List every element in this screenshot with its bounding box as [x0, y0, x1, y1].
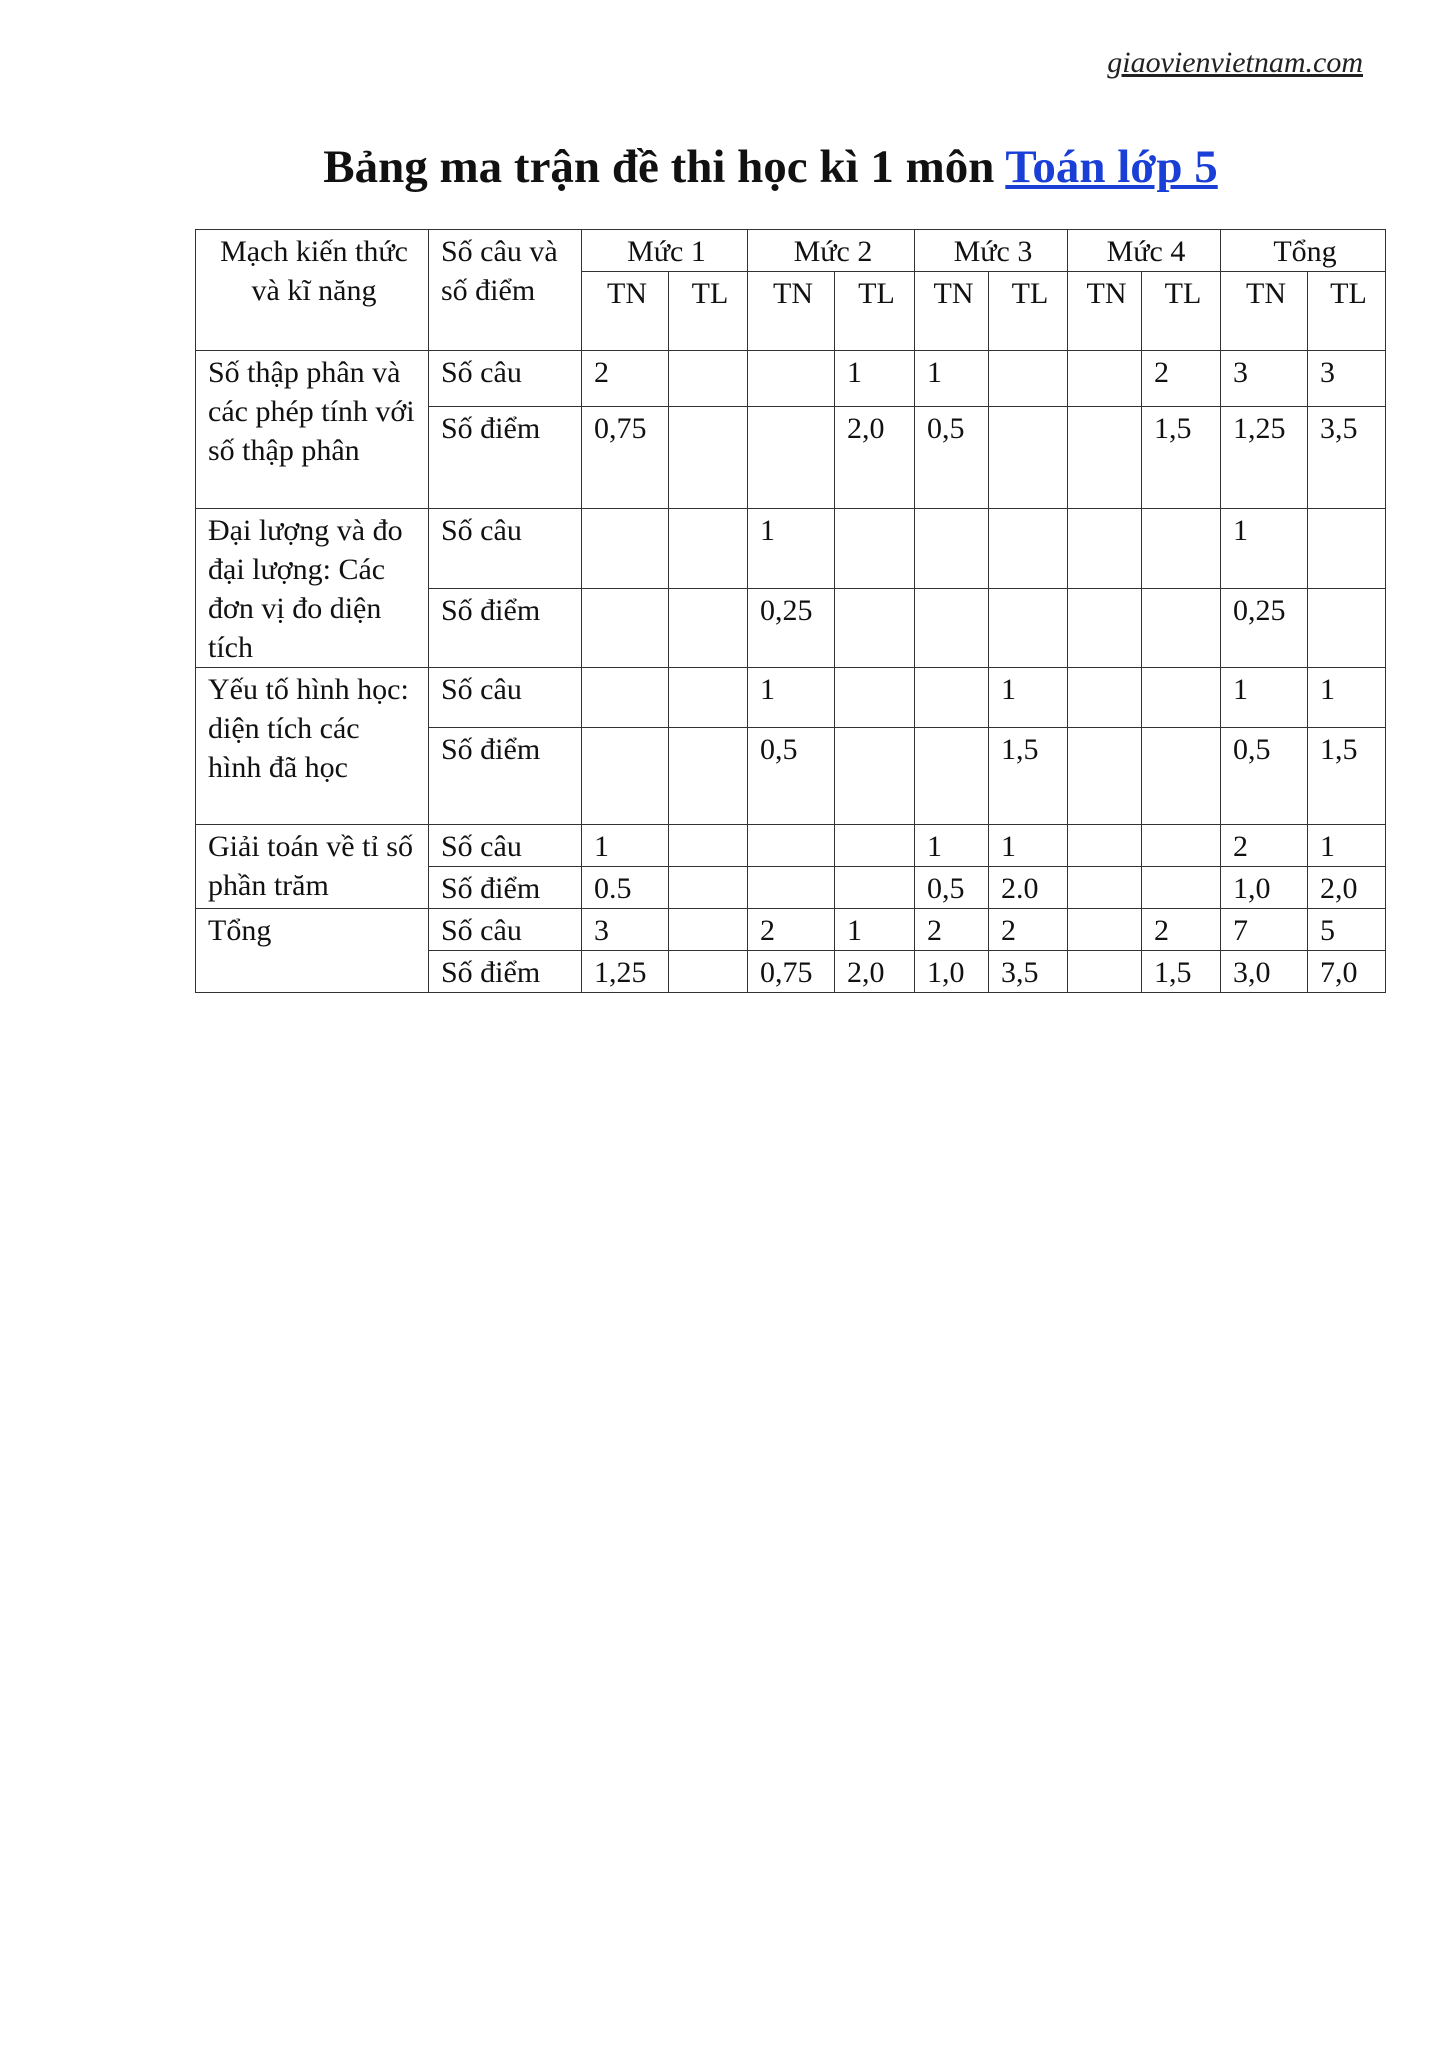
value-cell — [1142, 668, 1221, 728]
value-cell: 1 — [582, 825, 669, 867]
topic-cell: Số thập phân và các phép tính với số thập phân — [196, 351, 429, 509]
value-cell — [989, 351, 1068, 407]
value-cell — [582, 588, 669, 668]
header-level-3: Mức 3 — [915, 230, 1068, 272]
value-cell — [835, 728, 915, 825]
value-cell: 1,5 — [989, 728, 1068, 825]
topic-cell: Giải toán về tỉ số phần trăm — [196, 825, 429, 909]
value-cell: 1 — [1221, 509, 1308, 589]
table-row — [196, 909, 1386, 951]
value-cell — [669, 351, 748, 407]
header-level-1: Mức 1 — [582, 230, 748, 272]
table-row — [196, 351, 1386, 407]
value-cell: 7 — [1221, 909, 1308, 951]
value-cell — [835, 867, 915, 909]
value-cell: 1 — [835, 909, 915, 951]
subheader-cell: TN — [915, 272, 989, 351]
value-cell: 1 — [1308, 825, 1386, 867]
value-cell — [748, 867, 835, 909]
value-cell: 1 — [989, 668, 1068, 728]
value-cell: 0.5 — [582, 867, 669, 909]
value-cell — [1068, 728, 1142, 825]
value-cell — [582, 728, 669, 825]
subheader-cell: TL — [1142, 272, 1221, 351]
measure-label: Số điểm — [429, 951, 582, 993]
value-cell: 2 — [915, 909, 989, 951]
value-cell — [1068, 825, 1142, 867]
value-cell — [989, 407, 1068, 509]
value-cell — [669, 728, 748, 825]
value-cell — [989, 509, 1068, 589]
value-cell: 1 — [835, 351, 915, 407]
value-cell: 2.0 — [989, 867, 1068, 909]
subheader-cell: TL — [1308, 272, 1386, 351]
value-cell: 0,5 — [915, 407, 989, 509]
subheader-cell: TL — [669, 272, 748, 351]
header-knowledge: Mạch kiến thức và kĩ năng — [196, 230, 429, 351]
table-row — [196, 509, 1386, 589]
value-cell: 2,0 — [835, 951, 915, 993]
value-cell: 3,5 — [1308, 407, 1386, 509]
value-cell: 1,5 — [1308, 728, 1386, 825]
subheader-cell: TN — [582, 272, 669, 351]
value-cell: 1 — [1308, 668, 1386, 728]
value-cell: 2 — [1142, 351, 1221, 407]
value-cell: 2 — [1221, 825, 1308, 867]
measure-label: Số điểm — [429, 867, 582, 909]
value-cell — [748, 351, 835, 407]
value-cell — [582, 509, 669, 589]
title-link[interactable]: Toán lớp 5 — [1005, 141, 1218, 193]
value-cell — [1142, 867, 1221, 909]
value-cell — [835, 825, 915, 867]
value-cell: 1 — [915, 351, 989, 407]
value-cell: 1 — [748, 668, 835, 728]
value-cell: 2 — [748, 909, 835, 951]
value-cell: 1 — [748, 509, 835, 589]
value-cell — [1142, 728, 1221, 825]
value-cell — [1068, 867, 1142, 909]
value-cell — [1308, 588, 1386, 668]
header-level-2: Mức 2 — [748, 230, 915, 272]
value-cell — [669, 867, 748, 909]
value-cell: 1,25 — [582, 951, 669, 993]
value-cell — [1142, 509, 1221, 589]
value-cell: 0,5 — [748, 728, 835, 825]
value-cell: 0,25 — [748, 588, 835, 668]
value-cell — [1142, 825, 1221, 867]
value-cell: 3 — [1308, 351, 1386, 407]
value-cell — [1142, 588, 1221, 668]
value-cell: 1,5 — [1142, 407, 1221, 509]
value-cell — [835, 668, 915, 728]
value-cell: 5 — [1308, 909, 1386, 951]
value-cell — [1068, 588, 1142, 668]
value-cell — [669, 407, 748, 509]
value-cell: 3 — [1221, 351, 1308, 407]
value-cell — [669, 588, 748, 668]
subheader-cell: TN — [1068, 272, 1142, 351]
topic-cell: Yếu tố hình học: diện tích các hình đã học — [196, 668, 429, 825]
header-level-4: Mức 4 — [1068, 230, 1221, 272]
value-cell — [1068, 668, 1142, 728]
value-cell: 1,0 — [915, 951, 989, 993]
table-row — [196, 668, 1386, 728]
value-cell: 3 — [582, 909, 669, 951]
value-cell: 1 — [915, 825, 989, 867]
header-row-levels — [196, 230, 1386, 272]
subheader-cell: TL — [989, 272, 1068, 351]
value-cell: 2 — [582, 351, 669, 407]
value-cell — [669, 909, 748, 951]
value-cell — [1308, 509, 1386, 589]
value-cell — [582, 668, 669, 728]
measure-label: Số điểm — [429, 728, 582, 825]
value-cell — [669, 668, 748, 728]
value-cell — [989, 588, 1068, 668]
value-cell: 3,5 — [989, 951, 1068, 993]
matrix-table — [195, 229, 1386, 993]
subheader-cell: TN — [748, 272, 835, 351]
subheader-cell: TL — [835, 272, 915, 351]
value-cell — [669, 951, 748, 993]
value-cell: 2 — [989, 909, 1068, 951]
value-cell — [835, 588, 915, 668]
value-cell — [1068, 909, 1142, 951]
value-cell: 1 — [989, 825, 1068, 867]
value-cell: 0,5 — [1221, 728, 1308, 825]
value-cell — [1068, 509, 1142, 589]
value-cell — [915, 728, 989, 825]
value-cell: 2 — [1142, 909, 1221, 951]
measure-label: Số câu — [429, 351, 582, 407]
value-cell: 7,0 — [1308, 951, 1386, 993]
subheader-cell: TN — [1221, 272, 1308, 351]
value-cell: 1 — [1221, 668, 1308, 728]
value-cell: 0,25 — [1221, 588, 1308, 668]
header-count: Số câu và số điểm — [429, 230, 582, 351]
value-cell: 2,0 — [1308, 867, 1386, 909]
page-title — [0, 140, 1449, 194]
value-cell: 1,25 — [1221, 407, 1308, 509]
measure-label: Số câu — [429, 509, 582, 589]
measure-label: Số câu — [429, 909, 582, 951]
value-cell — [835, 509, 915, 589]
measure-label: Số câu — [429, 825, 582, 867]
value-cell — [915, 588, 989, 668]
value-cell: 1,5 — [1142, 951, 1221, 993]
value-cell — [748, 407, 835, 509]
measure-label: Số điểm — [429, 407, 582, 509]
value-cell — [669, 825, 748, 867]
measure-label: Số điểm — [429, 588, 582, 668]
value-cell: 0,5 — [915, 867, 989, 909]
value-cell — [1068, 407, 1142, 509]
value-cell — [915, 668, 989, 728]
value-cell: 0,75 — [748, 951, 835, 993]
site-watermark: giaovienvietnam.com — [1107, 46, 1363, 79]
topic-cell: Tổng — [196, 909, 429, 993]
value-cell — [669, 509, 748, 589]
value-cell — [1068, 951, 1142, 993]
table-row — [196, 825, 1386, 867]
value-cell: 0,75 — [582, 407, 669, 509]
value-cell: 1,0 — [1221, 867, 1308, 909]
measure-label: Số câu — [429, 668, 582, 728]
value-cell — [748, 825, 835, 867]
value-cell — [1068, 351, 1142, 407]
value-cell: 2,0 — [835, 407, 915, 509]
topic-cell: Đại lượng và đo đại lượng: Các đơn vị đo diện tích — [196, 509, 429, 668]
header-total: Tổng — [1221, 230, 1386, 272]
value-cell: 3,0 — [1221, 951, 1308, 993]
title-text: Bảng ma trận đề thi học kì 1 môn — [323, 141, 1006, 193]
value-cell — [915, 509, 989, 589]
